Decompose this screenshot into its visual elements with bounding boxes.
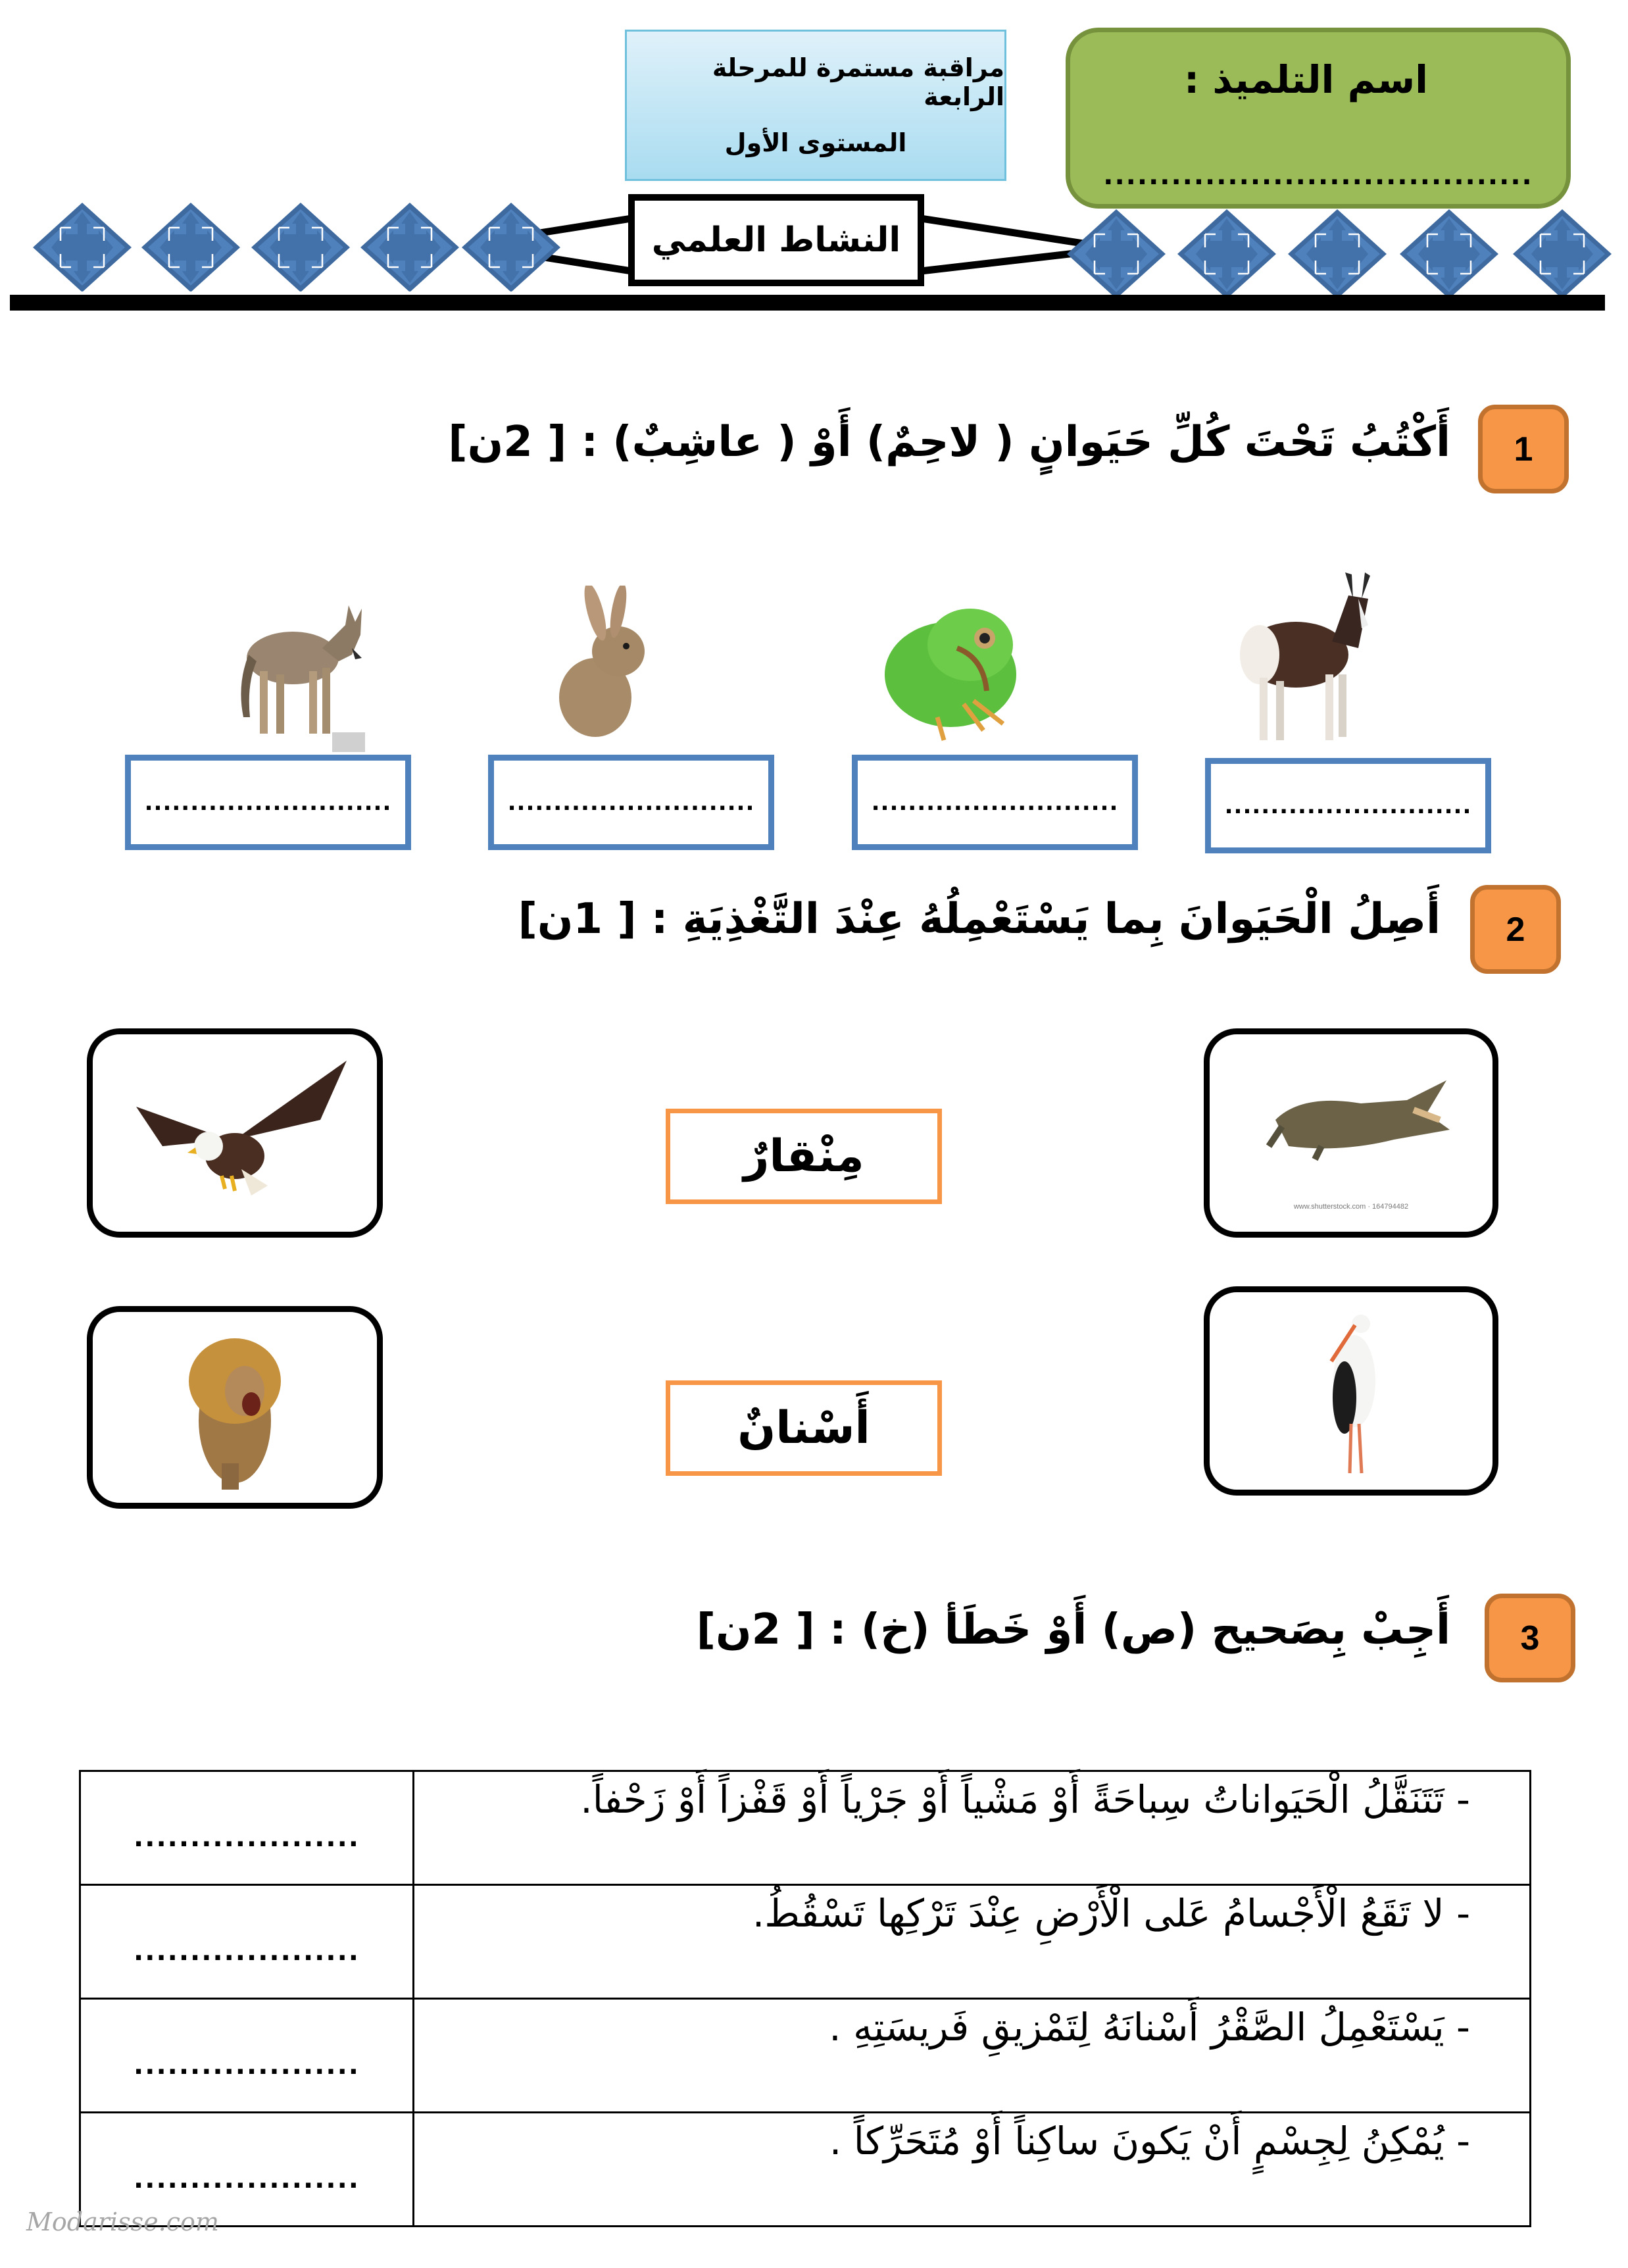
lion-image [169, 1322, 301, 1493]
table-row [80, 1999, 1531, 2113]
statement-cell: - لا تَقَعُ الْأَجْسامُ عَلى الْأَرْضِ عِنْدَ تَرْكِها تَسْقُطُ. [414, 1885, 1531, 1999]
table-row [80, 2113, 1531, 2227]
decorative-diamond-icon [462, 203, 560, 291]
decorative-diamond-icon [1288, 209, 1387, 298]
statement-cell: - يُمْكِنُ لِجِسْمٍ أَنْ يَكونَ ساكِناً أَوْ مُتَحَرِّكاً . [414, 2113, 1531, 2227]
answer-cell[interactable]: .................... [80, 2113, 414, 2227]
answer-cell[interactable]: .................... [80, 1885, 414, 1999]
section-1-badge: 1 [1478, 405, 1569, 493]
table-row [80, 1771, 1531, 1885]
table-row [80, 1885, 1531, 1999]
match-card-stork[interactable] [1204, 1286, 1498, 1496]
answer-box-frog[interactable]: ........................... [852, 755, 1138, 850]
answer-cell[interactable]: .................... [80, 1999, 414, 2113]
answer-box-goat[interactable]: ........................... [1205, 758, 1491, 853]
statement-cell: - تَتَنَقَّلُ الْحَيَواناتُ سِباحَةً أَوْ مَشْياً أَوْ جَرْياً أَوْ قَفْزاً أَوْ زَحْفاً. [414, 1771, 1531, 1885]
answer-box-wolf[interactable]: ........................... [125, 755, 411, 850]
crocodile-image [1262, 1074, 1453, 1166]
word-box-teeth[interactable]: أَسْنانٌ [666, 1380, 942, 1476]
student-name-box [1066, 28, 1571, 209]
statement-cell: - يَسْتَعْمِلُ الصَّقْرُ أَسْنانَهُ لِتَمْزيقِ فَريسَتِهِ . [414, 1999, 1531, 2113]
stork-image [1305, 1299, 1397, 1483]
word-box-beak[interactable]: مِنْقارٌ [666, 1109, 942, 1204]
answer-cell[interactable]: .................... [80, 1771, 414, 1885]
student-name-label: اسم التلميذ : [1183, 57, 1428, 102]
section-2-instruction: أَصِلُ الْحَيَوانَ بِما يَسْتَعْمِلُهُ عِنْدَ التَّغْذِيَةِ : [ 1ن] [518, 895, 1441, 944]
level-title: مراقبة مستمرة للمرحلة الرابعة [712, 53, 1004, 111]
level-info-box [625, 30, 1006, 181]
image-handle-icon [332, 732, 365, 752]
student-name-field[interactable]: ...................................... [1103, 161, 1533, 191]
section-3-instruction: أَجِبْ بِصَحيح (ص) أَوْ خَطَأ (خ) : [ 2ن] [696, 1605, 1450, 1654]
decorative-diamond-icon [1400, 209, 1498, 298]
true-false-table [79, 1770, 1531, 2227]
match-card-lion[interactable] [87, 1306, 383, 1509]
goat-image [1223, 566, 1394, 750]
section-2-badge: 2 [1470, 885, 1561, 974]
match-card-eagle[interactable] [87, 1028, 383, 1238]
section-3-badge: 3 [1485, 1594, 1575, 1682]
header-divider [10, 295, 1605, 311]
match-card-crocodile[interactable] [1204, 1028, 1498, 1238]
decorative-diamond-icon [1067, 209, 1166, 298]
section-1-instruction: أَكْتُبُ تَحْتَ كُلِّ حَيَوانٍ ( لاحِمٌ) أَوْ ( عاشِبٌ) : [ 2ن] [448, 418, 1450, 466]
crocodile-image-caption: www.shutterstock.com · 164794482 [1293, 1203, 1409, 1211]
eagle-image [110, 1047, 360, 1219]
frog-image [868, 579, 1039, 750]
decorative-diamond-icon [360, 203, 459, 291]
rabbit-image [536, 579, 668, 750]
answer-box-rabbit[interactable]: ........................... [488, 755, 774, 850]
decorative-diamond-icon [251, 203, 350, 291]
decorative-diamond-icon [33, 203, 132, 291]
decorative-diamond-icon [1177, 209, 1276, 298]
decorative-diamond-icon [1513, 209, 1612, 298]
watermark: Modarisse.com [26, 2207, 219, 2236]
decorative-diamond-icon [141, 203, 240, 291]
subject-title: النشاط العلمي [628, 194, 924, 286]
wolf-image [217, 579, 375, 750]
level-subtitle: المستوى الأول [724, 128, 907, 157]
